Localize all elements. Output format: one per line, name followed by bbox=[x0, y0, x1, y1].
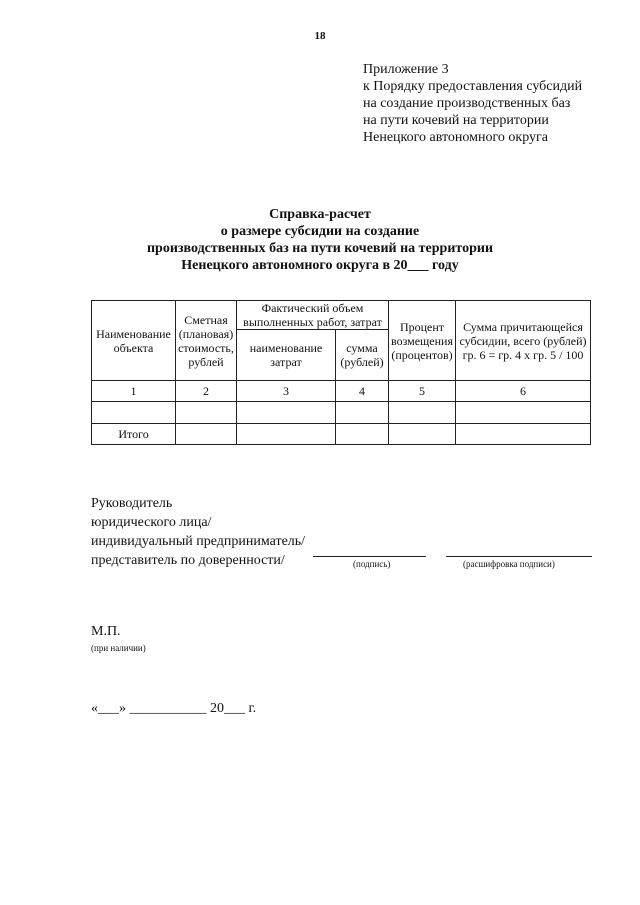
column-number: 2 bbox=[176, 381, 237, 402]
table-cell bbox=[237, 402, 336, 424]
title-line: Справка-расчет bbox=[269, 207, 371, 222]
table-cell bbox=[336, 402, 389, 424]
table-cell bbox=[389, 424, 456, 445]
header-actual-volume: Фактический объем выполненных работ, затрат bbox=[237, 301, 389, 330]
total-row bbox=[92, 424, 591, 445]
column-number-row bbox=[92, 381, 591, 402]
header-subsidy-sum: Сумма причитающейся субсидии, всего (рублей) гр. 6 = гр. 4 х гр. 5 / 100 bbox=[456, 301, 591, 381]
table-row bbox=[92, 402, 591, 424]
signatory-line: представитель по доверенности/ bbox=[91, 553, 285, 568]
signatory-line: индивидуальный предприниматель/ bbox=[91, 534, 306, 549]
appendix-line: Ненецкого автономного округа bbox=[363, 130, 548, 145]
table-cell bbox=[176, 424, 237, 445]
calculation-table bbox=[91, 300, 591, 445]
signature-decoding-line bbox=[446, 556, 592, 557]
table-cell bbox=[389, 402, 456, 424]
signature-caption: (подпись) bbox=[353, 559, 391, 569]
table-cell bbox=[456, 424, 591, 445]
header-object-name: Наименование объекта bbox=[92, 301, 176, 381]
stamp-note: (при наличии) bbox=[91, 643, 146, 653]
appendix-reference bbox=[363, 61, 633, 146]
signatory-block bbox=[91, 494, 305, 570]
signatory-line: юридического лица/ bbox=[91, 515, 212, 530]
table-cell bbox=[176, 402, 237, 424]
table-cell bbox=[237, 424, 336, 445]
header-cost-name: наименование затрат bbox=[237, 330, 336, 381]
column-number: 5 bbox=[389, 381, 456, 402]
title-line: производственных баз на пути кочевий на территории bbox=[146, 241, 494, 256]
column-number: 1 bbox=[92, 381, 176, 402]
header-reimbursement-percent: Процент возмещения (процентов) bbox=[389, 301, 456, 381]
signature-decoding-caption: (расшифровка подписи) bbox=[463, 559, 555, 569]
title-line: о размере субсидии на создание bbox=[220, 224, 420, 239]
appendix-line: на создание производственных баз bbox=[363, 96, 571, 111]
stamp-label: М.П. bbox=[91, 624, 121, 639]
header-cost-sum: сумма (рублей) bbox=[336, 330, 389, 381]
signature-line bbox=[313, 556, 426, 557]
table-header-row bbox=[92, 301, 591, 330]
header-estimate-cost: Сметная (плановая) стоимость, рублей bbox=[176, 301, 237, 381]
column-number: 6 bbox=[456, 381, 591, 402]
appendix-line: к Порядку предоставления субсидий bbox=[363, 79, 583, 94]
appendix-line: на пути кочевий на территории bbox=[363, 113, 549, 128]
page-number: 18 bbox=[314, 30, 326, 42]
date-line: «___» ___________ 20___ г. bbox=[91, 701, 257, 716]
signatory-line: Руководитель bbox=[91, 496, 173, 511]
column-number: 3 bbox=[237, 381, 336, 402]
table-cell bbox=[456, 402, 591, 424]
title-line: Ненецкого автономного округа в 20___ году bbox=[181, 258, 459, 273]
appendix-line: Приложение 3 bbox=[363, 62, 449, 77]
column-number: 4 bbox=[336, 381, 389, 402]
table-cell bbox=[336, 424, 389, 445]
total-label: Итого bbox=[92, 424, 176, 445]
document-title bbox=[0, 206, 640, 274]
table-cell bbox=[92, 402, 176, 424]
